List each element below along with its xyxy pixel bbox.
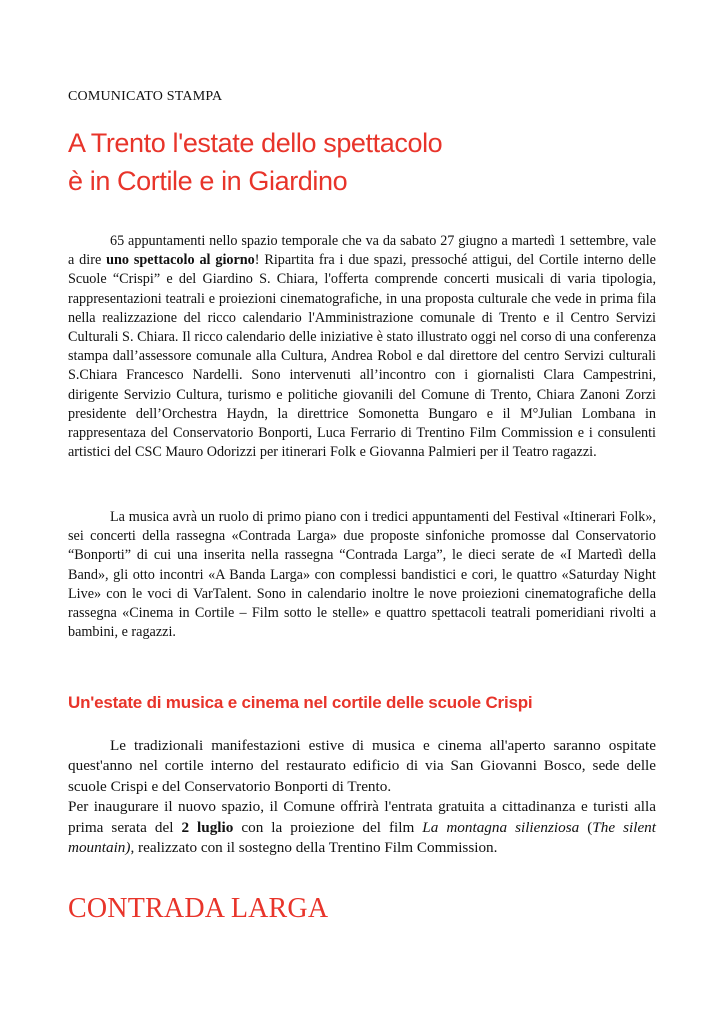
paragraph-crispi-text-4: , realizzato con il sostegno della Trentino Film Commission. bbox=[130, 839, 498, 857]
paragraph-crispi-text-2: con la proiezione del film bbox=[233, 818, 423, 836]
subheading: Un'estate di musica e cinema nel cortile delle scuole Crispi bbox=[68, 693, 533, 712]
title-line-1: A Trento l'estate dello spettacolo bbox=[68, 128, 443, 158]
paragraph-intro-bold: uno spettacolo al giorno bbox=[106, 252, 255, 269]
press-release-label: COMUNICATO STAMPA bbox=[68, 89, 223, 104]
paragraph-intro-text: 65 appuntamenti nello spazio temporale che va da sabato 27 giugno a martedì 1 settembre, vale a dire bbox=[68, 233, 656, 269]
paragraph-crispi-first: Le tradizionali manifestazioni estive di musica e cinema all'aperto saranno ospitate quest'anno nel cortile interno del restaurato edificio di via San Giovanni Bosco, sede delle scuole Crispi e del Conservatorio Bonporti di Trento. bbox=[68, 737, 656, 795]
paragraph-crispi-text-1: Per inaugurare il nuovo spazio, il Comune offrirà l'entrata gratuita a cittadinanza e turisti alla prima serata del bbox=[68, 798, 656, 836]
paragraph-intro bbox=[68, 232, 656, 462]
page-title bbox=[68, 124, 442, 200]
film-title-italian: La montagna silienziosa bbox=[422, 818, 580, 836]
paragraph-crispi bbox=[68, 736, 656, 858]
section-heading: CONTRADA LARGA bbox=[68, 893, 329, 924]
paragraph-music: La musica avrà un ruolo di primo piano con i tredici appuntamenti del Festival «Itinerari Folk», sei concerti della rassegna «Contrada Larga» due proposte sinfoniche promosse dal Conservatorio “Bonporti” di cui una inserita nella rassegna “Contrada Larga”, le dieci serate de «I Martedì della Band», gli otto incontri «A Banda Larga» con complessi bandistici e cori, le quattro «Saturday Night Live» con le voci di VarTalent. Sono in calendario inoltre le nove proiezioni cinematografiche della rassegna «Cinema in Cortile – Film sotto le stelle» e quattro spettacoli teatrali pomeridiani rivolti a bambini, e ragazzi. bbox=[68, 509, 656, 641]
paragraph-crispi-second bbox=[68, 797, 656, 858]
title-line-2: è in Cortile e in Giardino bbox=[68, 166, 348, 196]
film-title-english: The silent mountain) bbox=[68, 818, 656, 857]
paragraph-crispi-date: 2 luglio bbox=[181, 818, 234, 836]
paragraph-crispi-text-3: ( bbox=[579, 818, 593, 836]
paragraph-intro-rest: ! Ripartita fra i due spazi, pressoché attigui, del Cortile interno delle Scuole “Crispi” e del Giardino S. Chiara, l'offerta comprende concerti musicali di varia tipologia, rappresentazioni teatrali e proiezioni cinematografiche, in una proposta culturale che vede in prima fila nella realizzazione del ricco calendario l'Amministrazione comunale di Trento e il Centro Servizi Culturali S. Chiara. Il ricco calendario delle iniziative è stato illustrato oggi nel corso di una conferenza stampa dall’assessore comunale alla Cultura, Andrea Robol e dal direttore del centro Servizi culturali S.Chiara Francesco Nardelli. Sono intervenuti all’incontro con i giornalisti Clara Campestrini, dirigente Servizio Cultura, turismo e politiche giovanili del Comune di Trento, Chiara Zanoni Zorzi presidente dell’Orchestra Haydn, la direttrice Somonetta Bungaro e il M°Julian Lombana in rappresentaza del Conservatorio Bonporti, Luca Ferrario di Trentino Film Commission e i consulenti artistici del CSC Mauro Odorizzi per itinerari Folk e Giovanna Palmieri per il Teatro ragazzi. bbox=[68, 252, 656, 461]
